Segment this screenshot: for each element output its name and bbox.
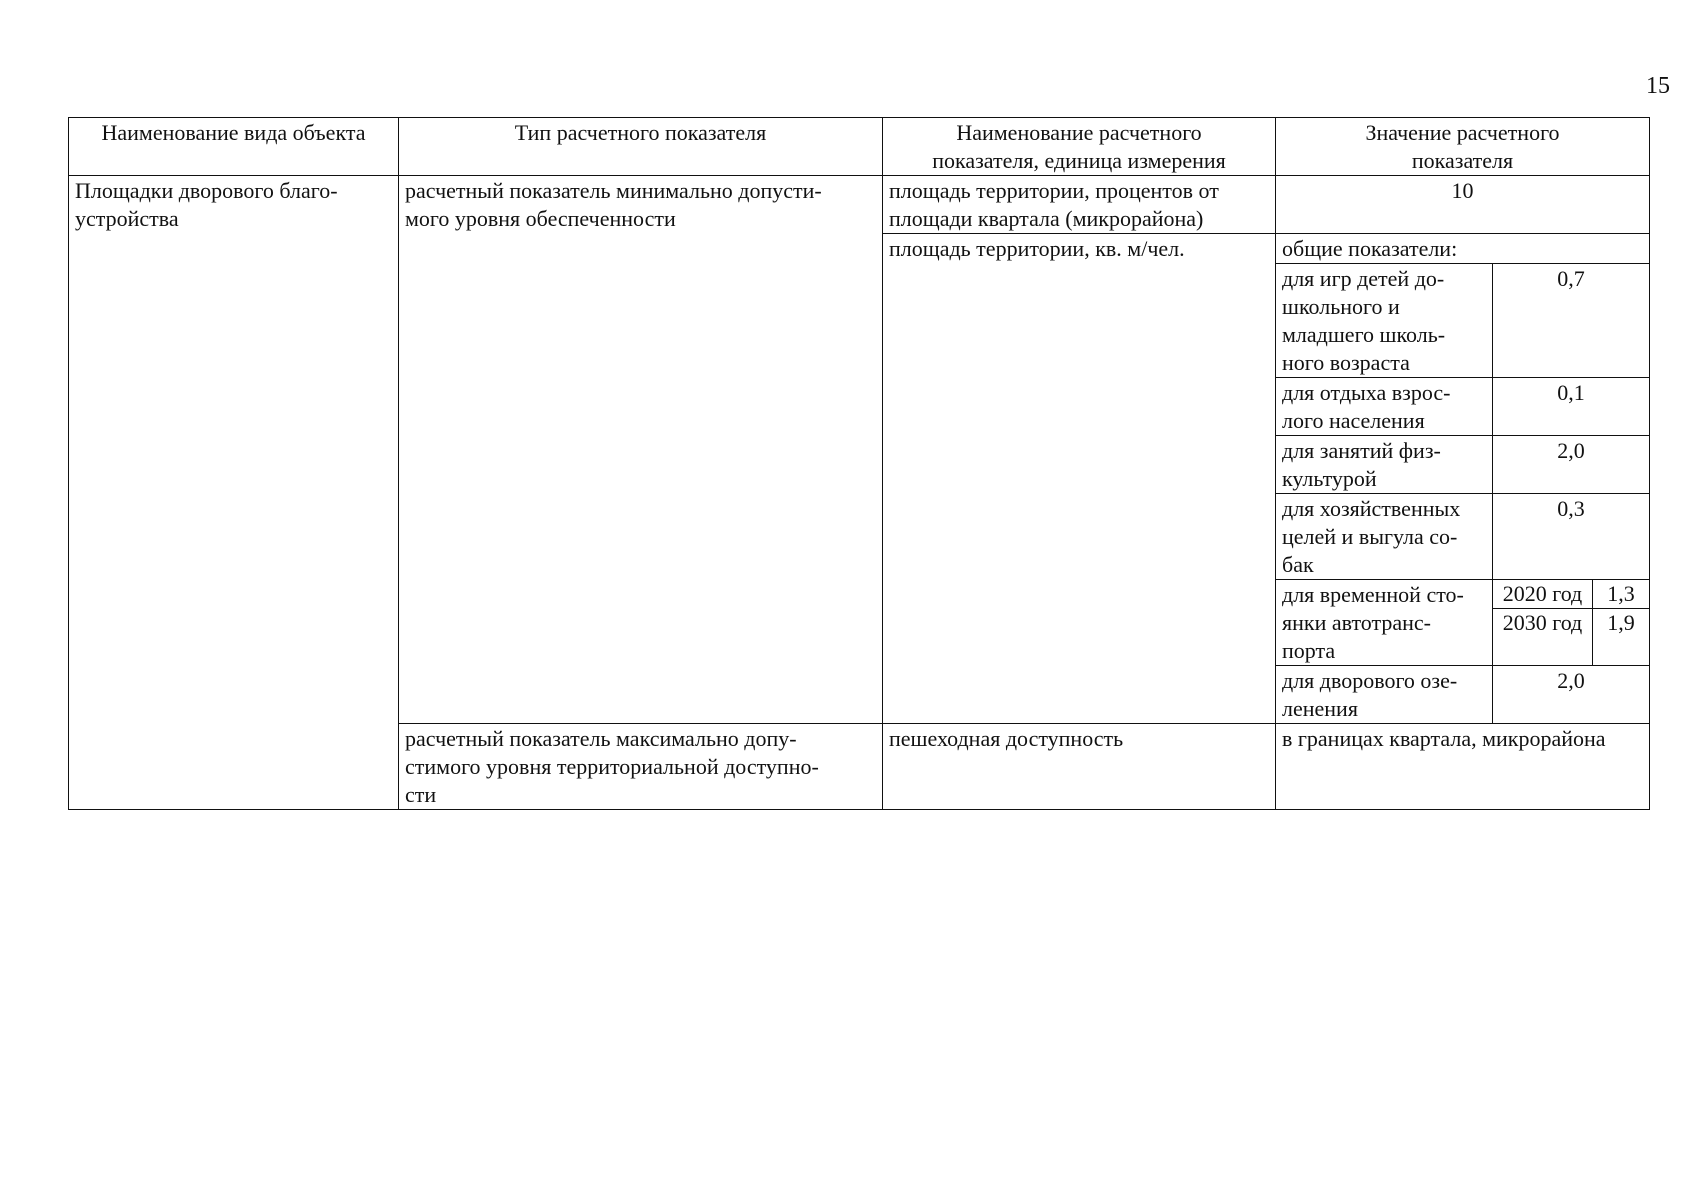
general-indicators-label: общие показатели: (1282, 236, 1458, 261)
header-indicator-name (883, 118, 1276, 176)
item-value-cell (1493, 494, 1650, 580)
parking-year-2020-cell (1493, 580, 1593, 609)
header-indicator-value-line1: Значение расчетного (1365, 120, 1560, 145)
greening-label-line: ленения (1282, 696, 1358, 721)
item-label-line: школьного и (1282, 294, 1400, 319)
item-value: 2,0 (1557, 438, 1585, 463)
item-label-line: культурой (1282, 466, 1377, 491)
max-indicator-type-line3: сти (405, 782, 437, 807)
pedestrian-access-name-cell (883, 724, 1276, 810)
area-percent-name-cell (883, 176, 1276, 234)
general-indicators-label-cell (1276, 234, 1650, 264)
item-value: 0,3 (1557, 496, 1585, 521)
greening-label-cell (1276, 666, 1493, 724)
greening-label-line: для дворового озе- (1282, 668, 1458, 693)
area-percent-name-line1: площадь территории, процентов от (889, 178, 1219, 203)
item-label-cell (1276, 378, 1493, 436)
item-label-line: для хозяйственных (1282, 496, 1461, 521)
table-header-row (69, 118, 1650, 176)
parking-year-2030-cell (1493, 609, 1593, 666)
max-indicator-type-line2: стимого уровня территориальной доступно- (405, 754, 819, 779)
item-label-line: для занятий физ- (1282, 438, 1441, 463)
item-label-line: целей и выгула со- (1282, 524, 1458, 549)
header-indicator-name-line2: показателя, единица измерения (932, 148, 1226, 173)
header-indicator-value (1276, 118, 1650, 176)
greening-value-cell (1493, 666, 1650, 724)
area-percent-value-cell (1276, 176, 1650, 234)
item-value: 0,7 (1557, 266, 1585, 291)
pedestrian-access-value: в границах квартала, микрорайона (1282, 726, 1606, 751)
indicators-table (68, 117, 1650, 810)
item-label-cell (1276, 264, 1493, 378)
object-name-line1: Площадки дворового благо- (75, 178, 338, 203)
page-number: 15 (1646, 73, 1670, 99)
parking-label-cell (1276, 580, 1493, 666)
min-indicator-type-line1: расчетный показатель минимально допусти- (405, 178, 822, 203)
area-percent-name-line2: площади квартала (микрорайона) (889, 206, 1204, 231)
min-indicator-type-line2: мого уровня обеспеченности (405, 206, 676, 231)
parking-label-line: янки автотранс- (1282, 610, 1432, 635)
item-label-line: для отдыха взрос- (1282, 380, 1451, 405)
parking-value-2020: 1,3 (1607, 581, 1635, 606)
parking-year-2020: 2020 год (1502, 581, 1583, 606)
pedestrian-access-value-cell (1276, 724, 1650, 810)
parking-label-line: для временной сто- (1282, 582, 1464, 607)
header-object-type-text: Наименование вида объекта (101, 120, 366, 145)
item-label-line: ного возраста (1282, 350, 1410, 375)
item-label-line: бак (1282, 552, 1314, 577)
greening-value: 2,0 (1557, 668, 1585, 693)
header-indicator-type-text: Тип расчетного показателя (514, 120, 767, 145)
item-label-cell (1276, 494, 1493, 580)
item-value-cell (1493, 378, 1650, 436)
item-label-cell (1276, 436, 1493, 494)
table-row (69, 176, 1650, 234)
header-indicator-value-line2: показателя (1411, 148, 1514, 173)
parking-label-line: порта (1282, 638, 1336, 663)
header-indicator-name-line1: Наименование расчетного (956, 120, 1202, 145)
item-label-line: для игр детей до- (1282, 266, 1445, 291)
max-indicator-type-cell (399, 724, 883, 810)
parking-year-2030: 2030 год (1502, 610, 1583, 635)
header-indicator-type (399, 118, 883, 176)
parking-value-2030: 1,9 (1607, 610, 1635, 635)
item-label-line: младшего школь- (1282, 322, 1446, 347)
item-value: 0,1 (1557, 380, 1585, 405)
parking-value-2020-cell (1593, 580, 1650, 609)
pedestrian-access-name: пешеходная доступность (889, 726, 1124, 751)
min-indicator-type-cell (399, 176, 883, 724)
item-value-cell (1493, 436, 1650, 494)
object-name-line2: устройства (75, 206, 179, 231)
header-object-type (69, 118, 399, 176)
item-value-cell (1493, 264, 1650, 378)
area-per-person-name-cell (883, 234, 1276, 724)
area-percent-value: 10 (1451, 178, 1474, 203)
item-label-line: лого населения (1282, 408, 1425, 433)
area-per-person-name: площадь территории, кв. м/чел. (889, 236, 1185, 261)
parking-value-2030-cell (1593, 609, 1650, 666)
object-name-cell (69, 176, 399, 810)
max-indicator-type-line1: расчетный показатель максимально допу- (405, 726, 797, 751)
